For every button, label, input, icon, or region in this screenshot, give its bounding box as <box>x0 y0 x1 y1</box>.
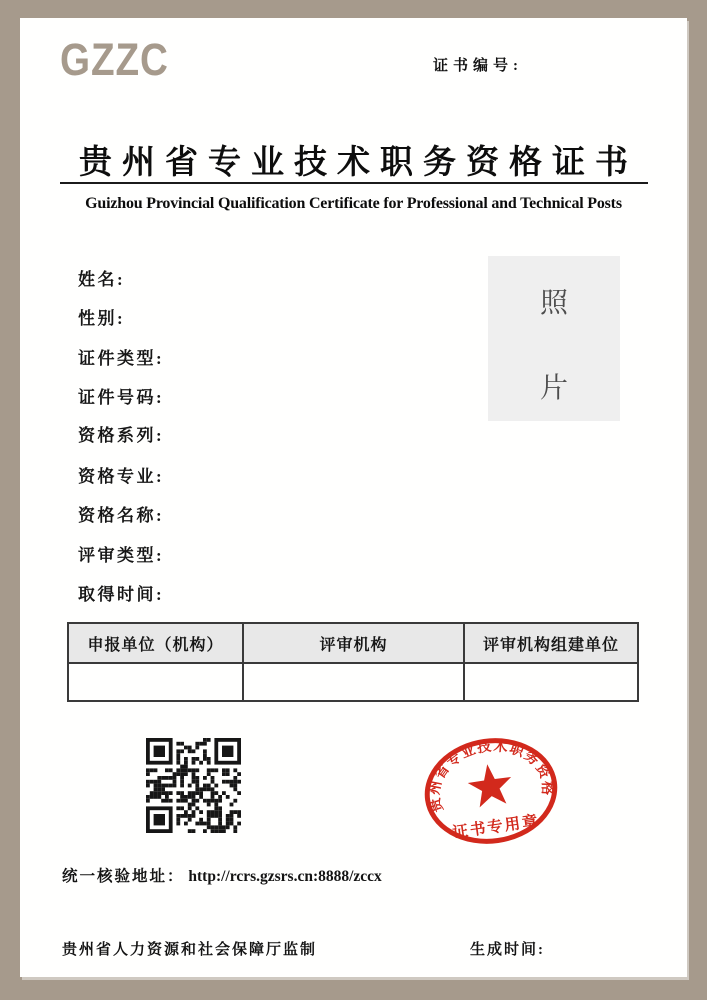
field-obtain-date <box>78 580 174 606</box>
verification-label: 统一核验地址： <box>62 868 185 885</box>
field-qualification-series-label: 资格系列: <box>78 426 165 445</box>
table-header-agency-forming-unit: 评审机构组建单位 <box>464 623 638 663</box>
seal-bottom-text: 证书专用章 <box>451 812 541 842</box>
verification-address <box>62 864 382 886</box>
seal-star-icon <box>466 761 515 808</box>
table-cell-applicant-unit <box>68 663 243 701</box>
field-id-type <box>78 344 174 370</box>
table-row <box>68 663 638 701</box>
field-review-type <box>78 541 174 567</box>
field-review-type-label: 评审类型: <box>78 546 165 565</box>
verification-url: http://rcrs.gzsrs.cn:8888/zccx <box>188 868 382 885</box>
photo-text-line1: 照 <box>539 288 568 319</box>
field-name-label: 姓名: <box>78 270 126 289</box>
table-cell-agency-forming-unit <box>464 663 638 701</box>
field-obtain-date-label: 取得时间: <box>78 585 165 604</box>
certificate-title-en: Guizhou Provincial Qualification Certificate for Professional and Technical Posts <box>85 195 622 212</box>
field-id-number <box>78 383 174 409</box>
info-table <box>67 622 639 702</box>
table-header-review-agency: 评审机构 <box>243 623 464 663</box>
certificate-number-label: 证书编号: <box>433 58 523 74</box>
field-id-number-label: 证件号码: <box>78 388 165 407</box>
field-id-type-label: 证件类型: <box>78 349 165 368</box>
footer-generated-label: 生成时间: <box>470 942 545 958</box>
title-divider <box>60 182 648 184</box>
field-name <box>78 265 135 291</box>
gzzc-logo: GZZC <box>60 34 169 85</box>
qr-code <box>146 738 241 833</box>
table-header-row <box>68 623 638 663</box>
field-qualification-series <box>78 421 174 447</box>
table-cell-review-agency <box>243 663 464 701</box>
field-gender <box>78 304 135 330</box>
footer-issuer: 贵州省人力资源和社会保障厅监制 <box>62 942 318 958</box>
photo-text-line2: 片 <box>539 373 568 404</box>
seal-arc-text: 贵州省专业技术职务资格 <box>427 739 554 814</box>
field-qualification-specialty <box>78 462 174 488</box>
field-qualification-name <box>78 501 174 527</box>
field-qualification-specialty-label: 资格专业: <box>78 467 165 486</box>
official-seal <box>402 714 579 869</box>
photo-placeholder <box>488 256 620 421</box>
certificate-page <box>20 18 687 977</box>
field-qualification-name-label: 资格名称: <box>78 506 165 525</box>
field-gender-label: 性别: <box>78 309 126 328</box>
table-header-applicant-unit: 申报单位（机构） <box>68 623 243 663</box>
certificate-title-zh: 贵州省专业技术职务资格证书 <box>79 145 638 181</box>
